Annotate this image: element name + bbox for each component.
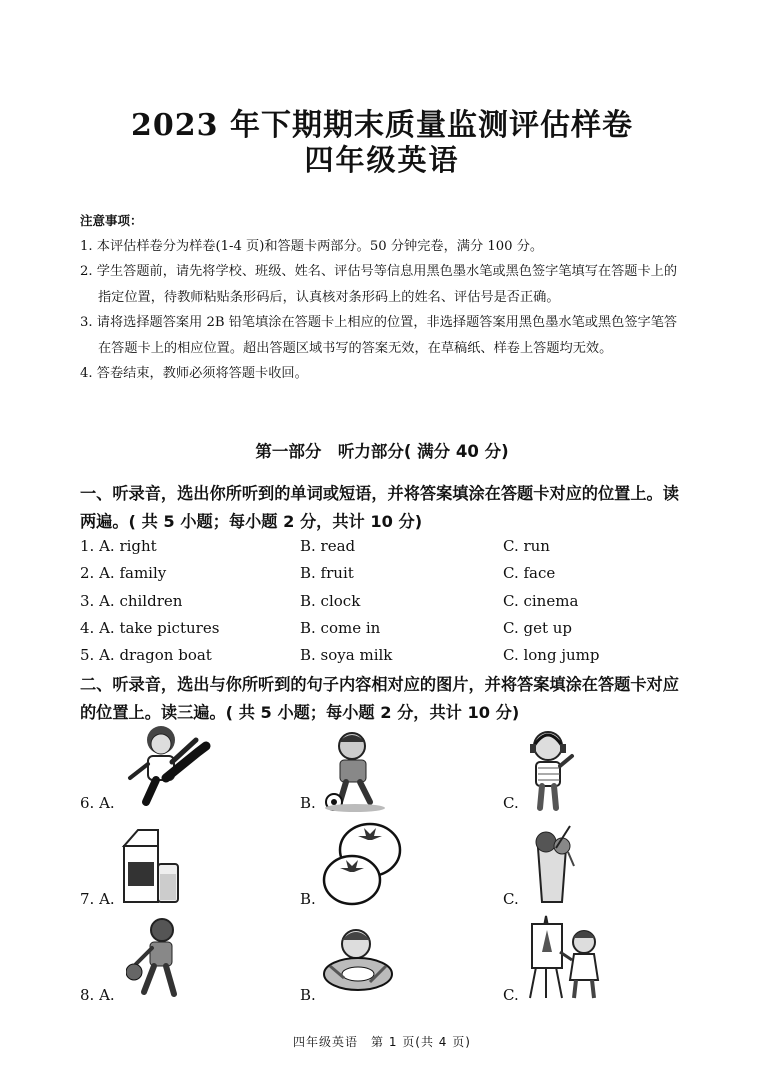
notes-heading: 注意事项： xyxy=(80,213,143,228)
picture-label-a: 7. A. xyxy=(80,890,115,908)
option-c: C. get up xyxy=(503,619,573,637)
milk-carton-icon xyxy=(118,826,182,908)
picture-label-a: 6. A. xyxy=(80,794,115,812)
note-item: 2. 学生答题前，请先将学校、班级、姓名、评估号等信息用黑色墨水笔或黑色签字笔填写在答题卡上的指定位置，待教师粘贴条形码后，认真核对条形码上的姓名、评估号是否正确。 xyxy=(80,264,678,305)
notes-block xyxy=(80,208,690,387)
picture-row xyxy=(80,818,700,908)
juice-glass-icon xyxy=(526,822,582,906)
option-b: B. clock xyxy=(300,592,361,610)
option-c: C. long jump xyxy=(503,646,600,664)
page-footer: 四年级英语 第 1 页(共 4 页) xyxy=(293,1035,471,1049)
question-row xyxy=(80,619,700,646)
part1-title: 第一部分 听力部分( 满分 40 分) xyxy=(255,442,509,461)
option-c: C. face xyxy=(503,564,556,582)
picture-row xyxy=(80,912,700,1002)
option-c: C. run xyxy=(503,537,550,555)
picture-label-b: B. xyxy=(300,794,316,812)
option-b: B. read xyxy=(300,537,356,555)
option-a: 4. A. take pictures xyxy=(80,619,220,637)
picture-label-b: B. xyxy=(300,890,316,908)
question-row xyxy=(80,537,700,564)
picture-label-a: 8. A. xyxy=(80,986,115,1004)
option-a: 3. A. children xyxy=(80,592,183,610)
picture-label-c: C. xyxy=(503,986,519,1004)
question-row xyxy=(80,646,700,673)
option-a: 5. A. dragon boat xyxy=(80,646,212,664)
tomatoes-icon xyxy=(320,820,406,910)
exam-subtitle: 四年级英语 xyxy=(304,143,460,177)
kicking-boy-icon xyxy=(116,722,216,812)
note-item: 1. 本评估样卷分为样卷(1-4 页)和答题卡两部分。50 分钟完卷，满分 100 分。 xyxy=(80,238,544,254)
section2-instruction: 二、听录音，选出与你所听到的句子内容相对应的图片，并将答案填涂在答题卡对应的位置上。读三遍。( 共 5 小题；每小题 2 分，共计 10 分) xyxy=(80,675,679,722)
question-row xyxy=(80,564,700,591)
boy-with-football-icon xyxy=(320,728,390,812)
boy-with-headphones-icon xyxy=(520,728,580,812)
option-a: 2. A. family xyxy=(80,564,167,582)
girl-painting-icon xyxy=(522,912,612,1002)
option-b: B. fruit xyxy=(300,564,354,582)
option-c: C. cinema xyxy=(503,592,579,610)
note-item: 4. 答卷结束，教师必须将答题卡收回。 xyxy=(80,366,308,381)
girl-swim-ring-icon xyxy=(320,926,400,996)
picture-row xyxy=(80,722,700,812)
picture-label-c: C. xyxy=(503,890,519,908)
exam-title: 2023 年下期期末质量监测评估样卷 xyxy=(131,108,633,143)
picture-label-c: C. xyxy=(503,794,519,812)
question-row xyxy=(80,592,700,619)
option-b: B. come in xyxy=(300,619,381,637)
option-a: 1. A. right xyxy=(80,537,157,555)
note-item: 3. 请将选择题答案用 2B 铅笔填涂在答题卡上相应的位置，非选择题答案用黑色墨水笔或黑色签字笔答在答题卡上的相应位置。超出答题区域书写的答案无效，在草稿纸、样卷上答题均无效。 xyxy=(80,315,678,356)
girl-basketball-icon xyxy=(126,916,190,1000)
section1-instruction: 一、听录音，选出你所听到的单词或短语，并将答案填涂在答题卡对应的位置上。读两遍。( 共 5 小题；每小题 2 分，共计 10 分) xyxy=(80,484,679,531)
option-b: B. soya milk xyxy=(300,646,393,664)
picture-label-b: B. xyxy=(300,986,316,1004)
